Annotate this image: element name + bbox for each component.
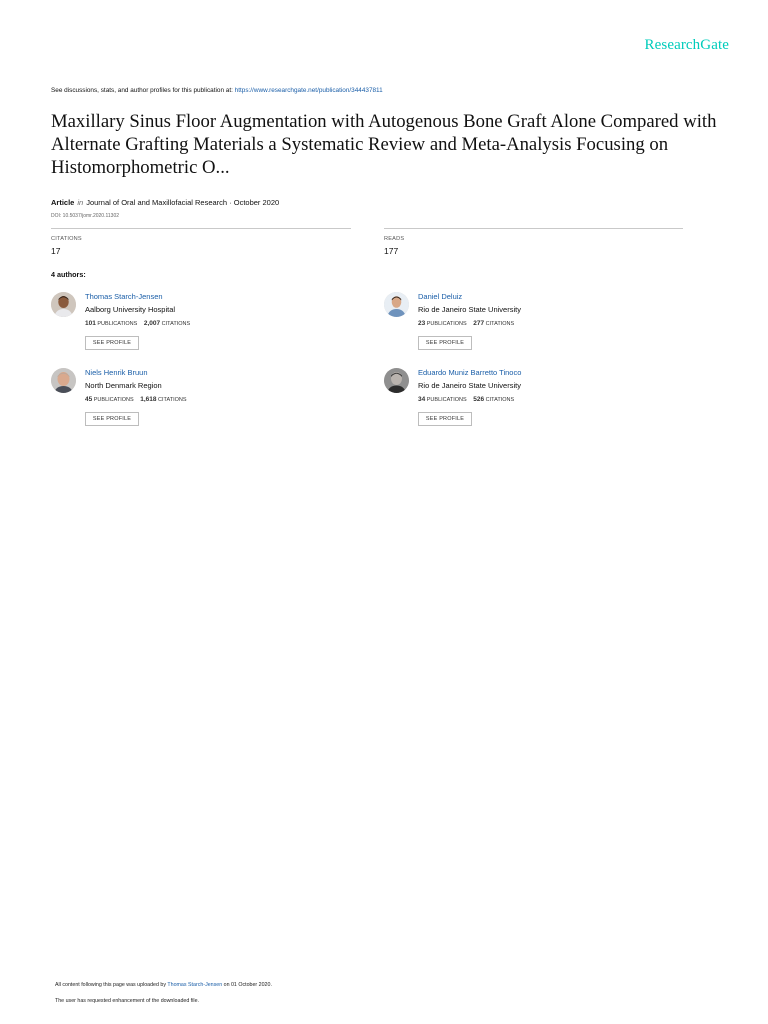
doi: DOI: 10.5037/jomr.2020.11302 [51,213,120,219]
citations-count: 2,007 [143,320,161,327]
intro-text: See discussions, stats, and author profiles for this publication at: [51,87,235,94]
author-card [51,292,341,362]
publications-label: PUBLICATIONS [426,321,467,327]
reads-value: 177 [384,246,399,256]
publications-count: 23 [418,320,426,327]
citations-value: 17 [51,246,61,256]
discussion-intro [51,87,383,94]
author-card [51,368,341,438]
researchgate-logo[interactable]: ResearchGate [644,37,729,53]
enhancement-note: The user has requested enhancement of the downloaded file. [55,998,199,1004]
author-stats [85,396,187,403]
author-institution: Rio de Janeiro State University [418,381,521,390]
author-name-link[interactable]: Daniel Deluiz [418,292,463,301]
citations-divider [51,228,351,229]
author-stats [85,320,190,327]
see-profile-button[interactable]: SEE PROFILE [85,412,139,426]
upload-note [55,982,272,988]
author-card [384,368,674,438]
author-card [384,292,674,362]
citations-label: CITATIONS [485,397,515,403]
see-profile-button[interactable]: SEE PROFILE [85,336,139,350]
upload-suffix: on 01 October 2020. [222,982,272,988]
upload-prefix: All content following this page was uploaded by [55,982,168,988]
publications-label: PUBLICATIONS [93,397,134,403]
citations-label: CITATIONS [485,321,515,327]
author-name-link[interactable]: Thomas Starch-Jensen [85,292,163,301]
author-institution: North Denmark Region [85,381,162,390]
male-portrait-icon [51,292,76,317]
male-portrait-icon [384,292,409,317]
author-name-link[interactable]: Eduardo Muniz Barretto Tinoco [418,368,522,377]
in-label: in [77,198,84,207]
see-profile-button[interactable]: SEE PROFILE [418,336,472,350]
authors-heading: 4 authors: [51,270,86,279]
author-institution: Rio de Janeiro State University [418,305,521,314]
citations-count: 526 [473,396,485,403]
article-meta [51,198,279,207]
author-name-link[interactable]: Niels Henrik Bruun [85,368,148,377]
author-avatar[interactable] [51,368,76,393]
author-stats [418,396,514,403]
publications-label: PUBLICATIONS [97,321,138,327]
reads-label: READS [384,236,405,242]
reads-divider [384,228,683,229]
author-avatar[interactable] [384,292,409,317]
citations-label: CITATIONS [158,397,187,403]
publications-count: 101 [85,320,96,327]
publications-count: 45 [85,396,93,403]
article-type: Article [51,198,75,207]
publications-count: 34 [418,396,426,403]
publications-label: PUBLICATIONS [426,397,467,403]
publication-url-link[interactable]: https://www.researchgate.net/publication/344437811 [234,87,383,94]
citations-label: CITATIONS [51,236,82,242]
article-title: Maxillary Sinus Floor Augmentation with Autogenous Bone Graft Alone Compared with Alternate Grafting Materials a Systematic Review and Meta-Analysis Focusing on Histomorphometric O... [51,111,717,178]
author-avatar[interactable] [51,292,76,317]
author-avatar[interactable] [384,368,409,393]
male-portrait-icon [384,368,409,393]
author-institution: Aalborg University Hospital [85,305,176,314]
uploader-link[interactable]: Thomas Starch-Jensen [167,982,223,988]
citations-label: CITATIONS [161,321,191,327]
see-profile-button[interactable]: SEE PROFILE [418,412,472,426]
citations-count: 1,618 [140,396,157,403]
citations-count: 277 [473,320,485,327]
male-portrait-icon [51,368,76,393]
journal-info: Journal of Oral and Maxillofacial Research · October 2020 [86,198,280,207]
author-stats [418,320,514,327]
